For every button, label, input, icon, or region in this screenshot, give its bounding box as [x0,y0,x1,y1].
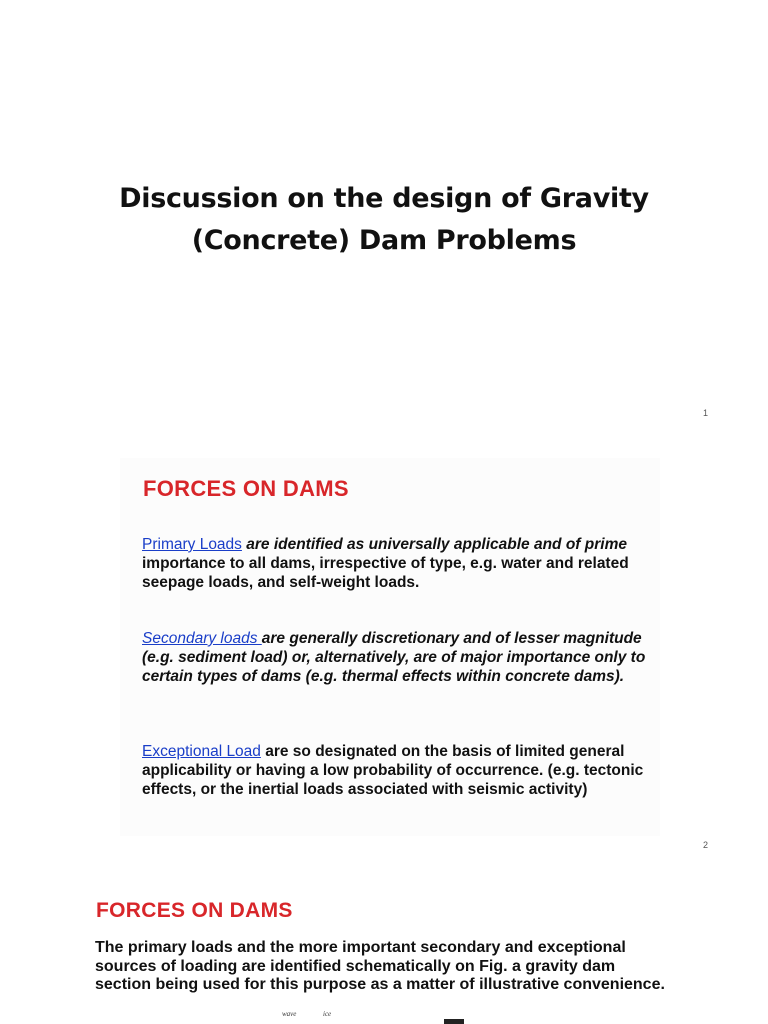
loading-sources-paragraph: The primary loads and the more important secondary and exceptional sources of loading are identified schematically on Fig. a gravity dam section being used for this purpose as a matter of illustrative convenience. [95,939,665,993]
primary-loads-link[interactable]: Primary Loads [142,536,242,553]
primary-loads-text: importance to all dams, irrespective of type, e.g. water and related seepage loads, and self-weight loads. [142,555,629,591]
exceptional-load-link[interactable]: Exceptional Load [142,743,261,760]
figure-label-wave: wave [282,1010,297,1018]
page-number-1: 1 [703,408,709,418]
page-number-2: 2 [703,840,709,850]
secondary-loads-link[interactable]: Secondary loads [142,630,262,647]
slide-title [60,178,708,262]
figure-fragment [444,1019,464,1024]
figure-label-ice: ice [323,1010,332,1018]
secondary-loads-paragraph [142,629,652,686]
slide-title-line-2: (Concrete) Dam Problems [191,225,577,256]
secondary-loads-text: are generally discretionary and of lesser magnitude (e.g. sediment load) or, alternatively, are of major importance only to certain types of dams (e.g. thermal effects within concrete dams). [142,630,646,685]
primary-loads-prime-word: prime [584,536,627,553]
forces-on-dams-heading-2: FORCES ON DAMS [96,899,293,922]
primary-loads-paragraph [142,535,652,592]
slide-title-line-1: Discussion on the design of Gravity [119,183,649,214]
exceptional-load-paragraph [142,742,652,799]
exceptional-load-text: are so designated on the basis of limited general applicability or having a low probability of occurrence. (e.g. tectonic effects, or the inertial loads associated with seismic activity) [142,743,644,798]
primary-loads-italic-text: are identified as universally applicable and of [241,536,581,553]
forces-on-dams-heading: FORCES ON DAMS [143,476,349,501]
